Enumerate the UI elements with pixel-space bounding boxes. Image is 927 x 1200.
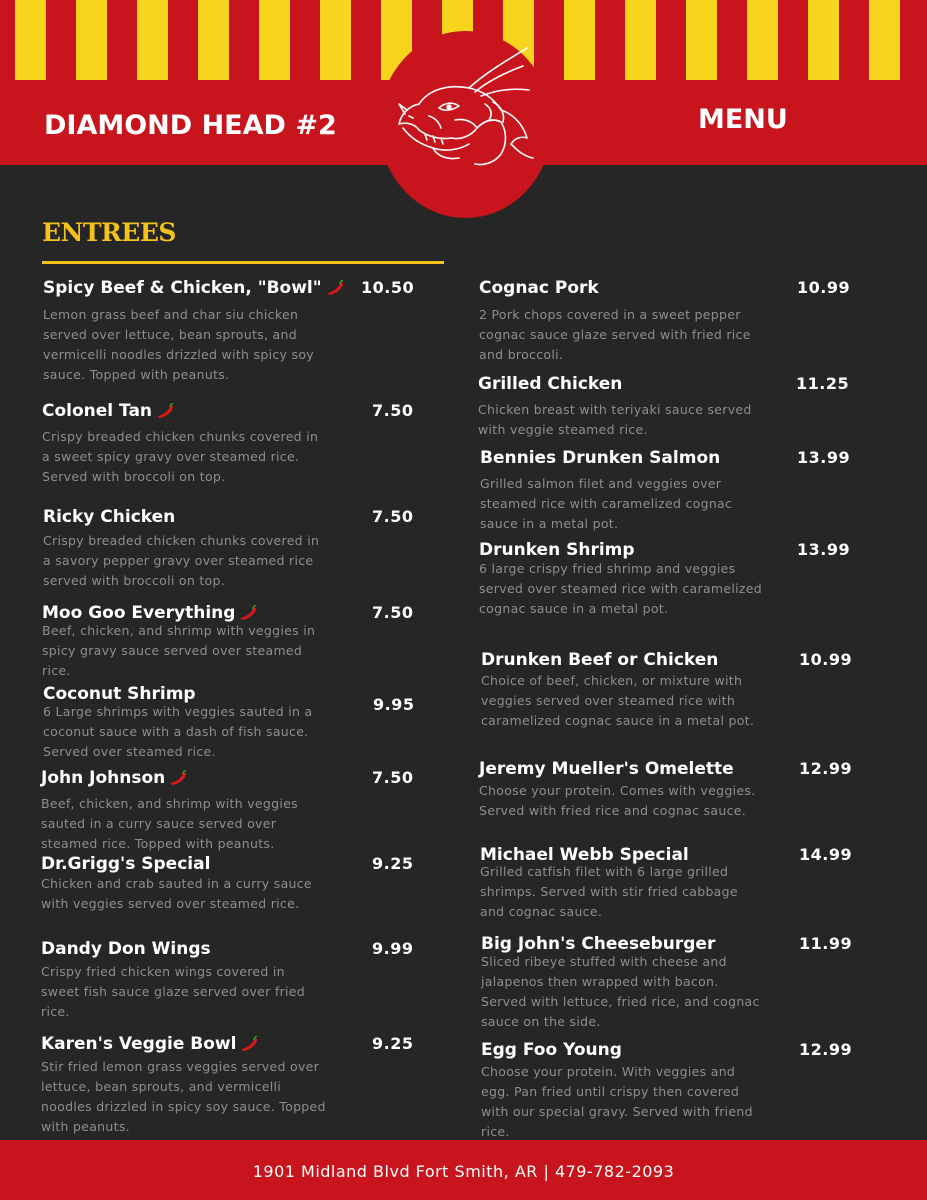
menu-item-price: 10.50 [361,278,415,297]
menu-item-description: 6 Large shrimps with veggies sauted in a coconut sauce with a dash of fish sauce. Served over steamed rice. [43,704,313,759]
menu-item-name-row [41,1034,259,1054]
menu-item-name: Drunken Shrimp [479,540,635,560]
menu-item-name: John Johnson [41,768,166,788]
menu-item-description: Crispy breaded chicken chunks covered in a sweet spicy gravy over steamed rice. Served with broccoli on top. [42,429,319,484]
menu-item-price: 9.99 [372,939,414,958]
stripe [76,0,107,80]
menu-item-description: 2 Pork chops covered in a sweet pepper cognac sauce glaze served with fried rice and broccoli. [479,307,751,362]
menu-item-name-row [42,603,258,623]
stripe [625,0,656,80]
chili-pepper-icon [325,280,345,296]
stripe [15,0,46,80]
dragon-head-icon [389,44,544,174]
menu-item-price: 12.99 [799,759,853,778]
menu-item-price: 7.50 [372,507,414,526]
footer-address: 1901 Midland Blvd Fort Smith, AR | 479-782-2093 [252,1162,675,1181]
stripe [198,0,229,80]
chili-pepper-icon [239,1036,259,1052]
menu-item-description: Grilled catfish filet with 6 large grilled shrimps. Served with stir fried cabbage and cognac sauce. [480,864,738,919]
menu-item-price: 11.99 [799,934,853,953]
menu-item-description: Crispy breaded chicken chunks covered in a savory pepper gravy over steamed rice served with broccoli on top. [43,533,320,588]
menu-item-name: Dandy Don Wings [41,939,211,959]
menu-item-name: Moo Goo Everything [42,603,236,623]
menu-item-price: 9.95 [373,695,415,714]
menu-item-description: Sliced ribeye stuffed with cheese and jalapenos then wrapped with bacon. Served with lettuce, fried rice, and cognac sauce on the side. [481,954,760,1029]
menu-item-price: 10.99 [797,278,851,297]
menu-item-description: 6 large crispy fried shrimp and veggies served over steamed rice with caramelized cognac sauce in a metal pot. [479,561,762,616]
section-divider [42,261,444,264]
menu-item-price: 12.99 [799,1040,853,1059]
stripe [869,0,900,80]
menu-item-description: Grilled salmon filet and veggies over steamed rice with caramelized cognac sauce in a metal pot. [480,476,733,531]
stripe [564,0,595,80]
menu-item-name: Bennies Drunken Salmon [480,448,721,468]
menu-item-name: Dr.Grigg's Special [41,854,211,874]
menu-item-name: Spicy Beef & Chicken, "Bowl" [43,278,322,298]
chili-pepper-icon [168,770,188,786]
menu-item-price: 7.50 [372,603,414,622]
menu-item-price: 10.99 [799,650,853,669]
menu-item-description: Chicken breast with teriyaki sauce served with veggie steamed rice. [478,402,752,437]
stripe [747,0,778,80]
menu-title: MENU [698,104,788,135]
menu-item-description: Beef, chicken, and shrimp with veggies in spicy gravy sauce served over steamed rice. [42,623,316,678]
menu-item-name: Ricky Chicken [43,507,176,527]
stripe [808,0,839,80]
menu-item-description: Choice of beef, chicken, or mixture with veggies served over steamed rice with caramelized cognac sauce in a metal pot. [481,673,755,728]
menu-item-name: Cognac Pork [479,278,599,298]
stripe [259,0,290,80]
chili-pepper-icon [155,403,175,419]
menu-item-description: Beef, chicken, and shrimp with veggies sauted in a curry sauce served over steamed rice. Topped with peanuts. [41,796,298,851]
menu-item-name: Karen's Veggie Bowl [41,1034,237,1054]
menu-item-name: Big John's Cheeseburger [481,934,716,954]
menu-item-price: 9.25 [372,854,414,873]
menu-item-price: 11.25 [796,374,850,393]
stripe [320,0,351,80]
menu-item-price: 13.99 [797,448,851,467]
menu-item-price: 9.25 [372,1034,414,1053]
menu-item-name: Colonel Tan [42,401,153,421]
menu-item-description: Choose your protein. With veggies and egg. Pan fried until crispy then covered with our special gravy. Served with friend rice. [481,1064,753,1139]
menu-item-name-row [41,768,188,788]
menu-item-price: 14.99 [799,845,853,864]
menu-item-name-row [43,278,345,298]
menu-item-price: 13.99 [797,540,851,559]
menu-item-description: Chicken and crab sauted in a curry sauce with veggies served over steamed rice. [41,876,312,911]
menu-item-description: Crispy fried chicken wings covered in sweet fish sauce glaze served over fried rice. [41,964,306,1019]
menu-item-description: Choose your protein. Comes with veggies. Served with fried rice and cognac sauce. [479,783,756,818]
stripe [686,0,717,80]
menu-item-name: Drunken Beef or Chicken [481,650,719,670]
stripe [137,0,168,80]
menu-item-name: Coconut Shrimp [43,684,196,704]
menu-item-name: Grilled Chicken [478,374,623,394]
menu-item-price: 7.50 [372,768,414,787]
restaurant-name: DIAMOND HEAD #2 [44,110,337,141]
chili-pepper-icon [238,605,258,621]
menu-item-description: Stir fried lemon grass veggies served over lettuce, bean sprouts, and vermicelli noodles drizzled in spicy soy sauce. Topped with peanuts. [41,1059,326,1134]
menu-item-name: Jeremy Mueller's Omelette [479,759,734,779]
menu-item-description: Lemon grass beef and char siu chicken served over lettuce, bean sprouts, and vermicelli noodles drizzled with spicy soy sauce. Topped with peanuts. [43,307,314,382]
menu-item-price: 7.50 [372,401,414,420]
section-title: ENTREES [42,218,176,247]
menu-item-name: Egg Foo Young [481,1040,622,1060]
menu-item-name: Michael Webb Special [480,845,689,865]
menu-item-name-row [42,401,175,421]
